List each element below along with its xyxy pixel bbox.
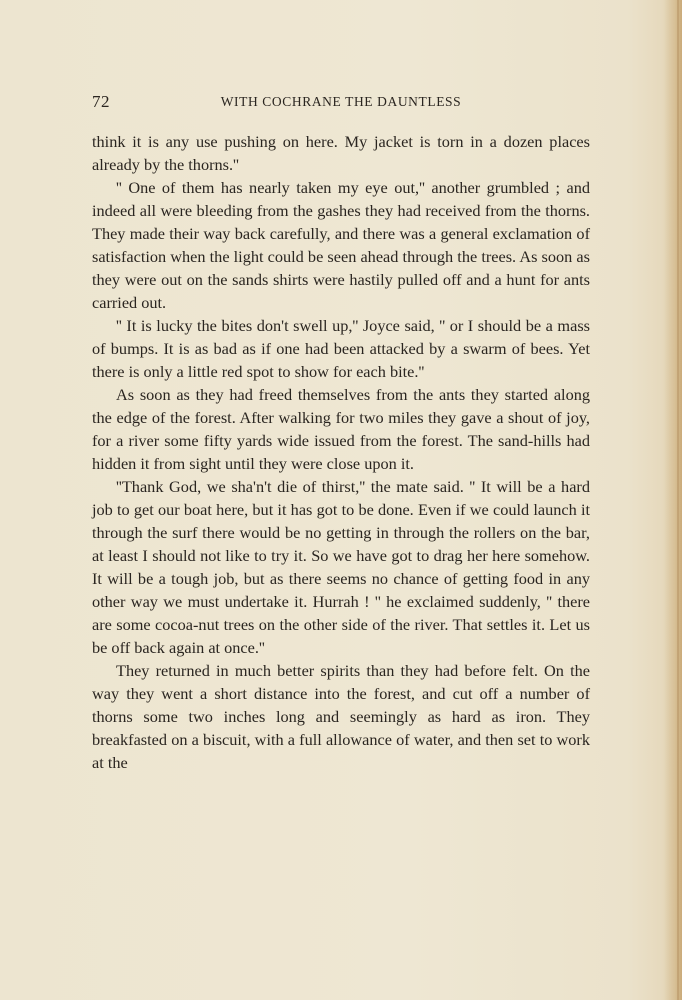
paragraph: '' One of them has nearly taken my eye out,'' another grumbled ; and indeed all were bleeding from the gashes they had received from the thorns. They made their way back carefully, and there was a general exclamation of satisfaction when the light could be seen ahead through the trees. As soon as they were out on the sands shirts were hastily pulled off and a hunt for ants carried out.: [92, 178, 590, 312]
page-edge-shadow: [664, 0, 682, 1000]
page-number: 72: [92, 92, 110, 111]
page-header: [92, 92, 590, 114]
paragraph: think it is any use pushing on here. My jacket is torn in a dozen places already by the thorns.'': [92, 132, 590, 174]
body-text: [92, 130, 590, 774]
paragraph: They returned in much better spirits than they had before felt. On the way they went a short distance into the forest, and cut off a number of thorns some two inches long and seemingly as hard as iron. They breakfasted on a biscuit, with a full allowance of water, and then set to work at the: [92, 661, 590, 772]
paragraph: ''Thank God, we sha'n't die of thirst,'' the mate said. '' It will be a hard job to get our boat here, but it has got to be done. Even if we could launch it through the surf there would be no getting in through the rollers on the bar, at least I should not like to try it. So we have got to drag her here somehow. It will be a tough job, but as there seems no chance of getting food in any other way we must undertake it. Hurrah ! '' he exclaimed suddenly, '' there are some cocoa-nut trees on the other side of the river. That settles it. Let us be off back again at once.'': [92, 477, 590, 657]
paragraph: As soon as they had freed themselves from the ants they started along the edge of the forest. After walking for two miles they gave a shout of joy, for a river some fifty yards wide issued from the forest. The sand-hills had hidden it from sight until they were close upon it.: [92, 385, 590, 473]
running-head: WITH COCHRANE THE DAUNTLESS: [220, 94, 462, 109]
paragraph: '' It is lucky the bites don't swell up,'' Joyce said, '' or I should be a mass of bumps. It is as bad as if one had been attacked by a swarm of bees. Yet there is only a little red spot to show for each bite.'': [92, 316, 590, 381]
